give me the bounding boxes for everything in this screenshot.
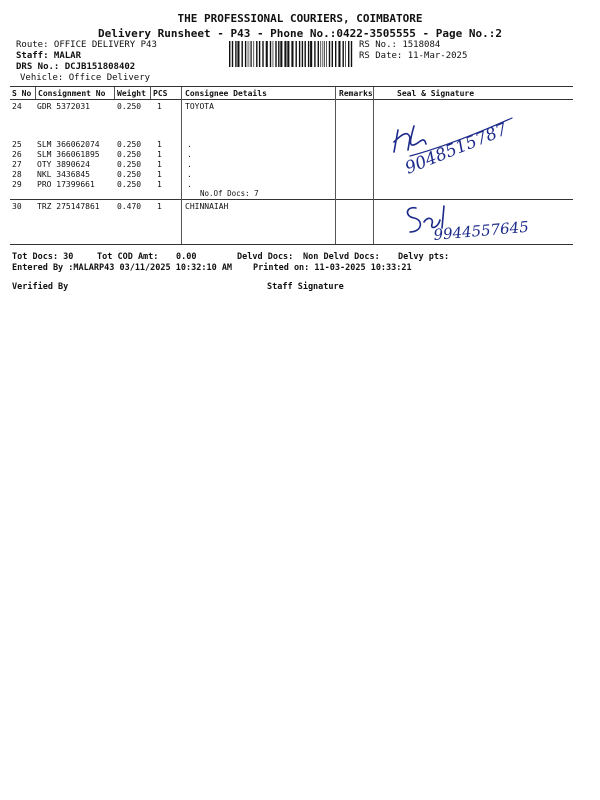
col-divider — [181, 87, 182, 244]
col-divider — [150, 87, 151, 99]
table-top-rule — [10, 86, 573, 87]
row-consignment-no: SLM 366062074 — [37, 140, 100, 149]
col-divider — [335, 87, 336, 244]
row-consignee: . — [187, 180, 192, 189]
col-divider — [373, 87, 374, 244]
row-consignment-no: OTY 3890624 — [37, 160, 90, 169]
drs-number: DRS No.: DCJB151808402 — [16, 62, 136, 72]
row-pcs: 1 — [157, 150, 162, 159]
total-docs: Tot Docs: 30 — [12, 252, 74, 262]
row-weight: 0.250 — [117, 180, 142, 189]
col-divider — [114, 87, 115, 99]
row-weight: 0.250 — [117, 160, 142, 169]
signature-1-phone: 9048515787 — [402, 119, 511, 179]
staff-text: Staff: MALAR — [16, 51, 82, 61]
runsheet-title: Delivery Runsheet - P43 - Phone No.:0422-3505555 - Page No.:2 — [98, 27, 502, 40]
handwritten-signature-2 — [398, 198, 568, 244]
rs-date: RS Date: 11-Mar-2025 — [359, 51, 468, 61]
row-consignee: . — [187, 140, 192, 149]
total-cod-label: Tot COD Amt: — [97, 252, 159, 262]
row-sno: 27 — [12, 160, 22, 169]
signature-2-phone: 9944557645 — [432, 217, 530, 244]
row-sno: 26 — [12, 150, 22, 159]
row-consignee: . — [187, 170, 192, 179]
docs-count-note: No.Of Docs: 7 — [200, 189, 259, 198]
barcode-image — [229, 41, 353, 67]
row-consignment-no: NKL 3436845 — [37, 170, 90, 179]
row-weight: 0.470 — [117, 202, 142, 211]
row-sno: 25 — [12, 140, 22, 149]
entered-by: Entered By :MALARP43 03/11/2025 10:32:10 AM — [12, 263, 233, 273]
col-header-pcs: PCS — [153, 89, 168, 98]
table-bottom-rule — [10, 244, 573, 245]
col-divider — [35, 87, 36, 99]
row-weight: 0.250 — [117, 102, 142, 111]
row-consignment-no: PRO 17399661 — [37, 180, 95, 189]
row-weight: 0.250 — [117, 140, 142, 149]
col-header-consignment: Consignment No — [38, 89, 106, 98]
row-consignment-no: GDR 5372031 — [37, 102, 90, 111]
vehicle-text: Vehicle: Office Delivery — [20, 73, 151, 83]
row-consignment-no: TRZ 275147861 — [37, 202, 100, 211]
row-pcs: 1 — [157, 140, 162, 149]
row-consignee: . — [187, 160, 192, 169]
route-text: Route: OFFICE DELIVERY P43 — [16, 40, 157, 50]
row-sno: 28 — [12, 170, 22, 179]
printed-on: Printed on: 11-03-2025 10:33:21 — [253, 263, 412, 273]
row-consignee: TOYOTA — [185, 102, 214, 111]
row-pcs: 1 — [157, 180, 162, 189]
col-header-signature: Seal & Signature — [397, 89, 475, 98]
col-header-weight: Weight — [117, 89, 146, 98]
row-weight: 0.250 — [117, 170, 142, 179]
company-name: THE PROFESSIONAL COURIERS, COIMBATORE — [177, 12, 423, 25]
non-delivered-docs-label: Non Delvd Docs: — [303, 252, 380, 262]
col-header-consignee: Consignee Details — [185, 89, 267, 98]
row-consignee: CHINNAIAH — [185, 202, 229, 211]
col-header-remarks: Remarks — [339, 89, 373, 98]
row-consignment-no: SLM 366061895 — [37, 150, 100, 159]
delivered-docs-label: Delvd Docs: — [237, 252, 294, 262]
row-pcs: 1 — [157, 102, 162, 111]
handwritten-signature-1 — [380, 104, 570, 190]
rs-number: RS No.: 1518084 — [359, 40, 441, 50]
row-sno: 30 — [12, 202, 22, 211]
staff-signature-label: Staff Signature — [267, 282, 344, 292]
row-sno: 29 — [12, 180, 22, 189]
row-sno: 24 — [12, 102, 22, 111]
total-cod-amount: 0.00 — [176, 252, 197, 262]
row-weight: 0.250 — [117, 150, 142, 159]
row-consignee: . — [187, 150, 192, 159]
col-header-sno: S No — [12, 89, 32, 98]
row-pcs: 1 — [157, 202, 162, 211]
row-pcs: 1 — [157, 160, 162, 169]
delivery-points-label: Delvy pts: — [398, 252, 450, 262]
table-header-rule — [10, 99, 573, 100]
verified-by-label: Verified By — [12, 282, 69, 292]
row-pcs: 1 — [157, 170, 162, 179]
